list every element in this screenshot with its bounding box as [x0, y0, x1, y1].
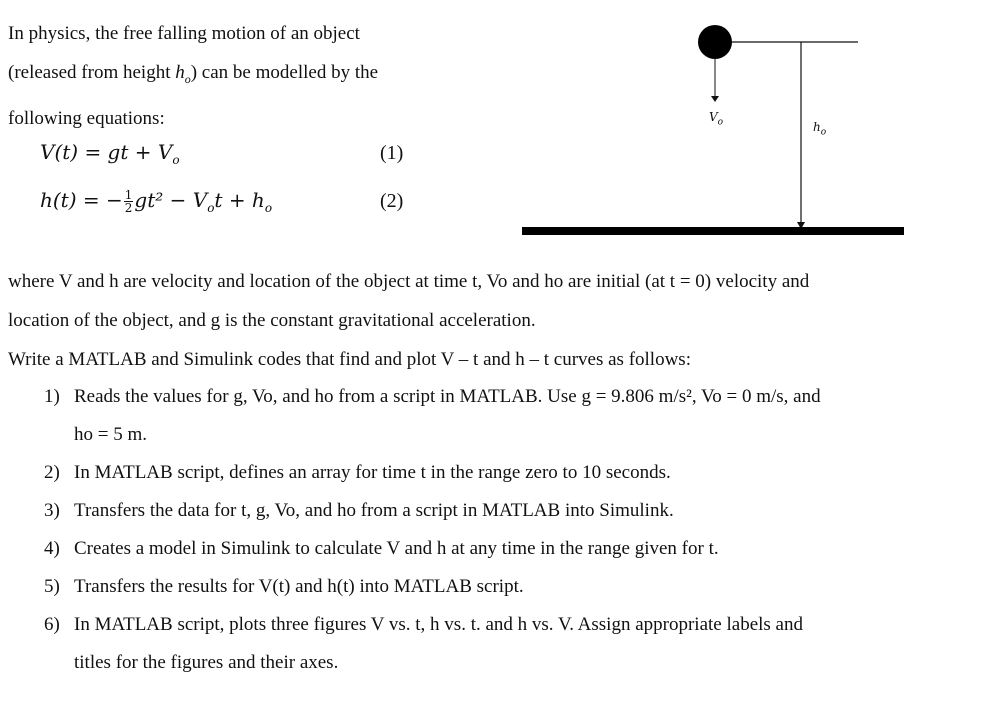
- list-item-text: Transfers the results for V(t) and h(t) into MATLAB script.: [74, 576, 524, 597]
- list-item-number: 1): [44, 386, 60, 407]
- list-item-number: 2): [44, 462, 60, 483]
- equation-1-number: (1): [380, 142, 404, 164]
- height-label: [813, 120, 826, 137]
- equation-2-middle-2: t + h: [214, 188, 265, 212]
- intro-line-2-start: (released from height: [8, 62, 176, 83]
- list-item-text: Transfers the data for t, g, Vo, and ho from a script in MATLAB into Simulink.: [74, 500, 674, 521]
- steps-list: [44, 378, 821, 682]
- list-item-continuation: ho = 5 m.: [74, 424, 147, 445]
- height-label-subscript: o: [820, 127, 827, 138]
- list-item: [44, 606, 821, 644]
- equation-2-number: (2): [380, 190, 404, 212]
- list-item: [44, 530, 821, 568]
- list-item-number: 3): [44, 500, 60, 521]
- velocity-label: [709, 110, 723, 127]
- list-item: [44, 378, 821, 416]
- intro-line-1: In physics, the free falling motion of an object: [8, 23, 360, 44]
- fraction-denominator: 2: [124, 201, 133, 215]
- list-item: [44, 454, 821, 492]
- intro-h-symbol: h: [175, 62, 185, 83]
- equation-1: [40, 140, 180, 167]
- intro-line-2: [8, 53, 378, 99]
- ground-bar: [522, 227, 904, 235]
- list-item-number: 4): [44, 538, 60, 559]
- free-fall-diagram: [510, 20, 910, 245]
- equation-2-subscript-1: o: [207, 201, 215, 215]
- task-heading: Write a MATLAB and Simulink codes that find and plot V – t and h – t curves as follows:: [8, 349, 691, 370]
- equation-2-lhs: h(t) = −: [40, 188, 123, 212]
- list-item-continuation: titles for the figures and their axes.: [74, 652, 339, 673]
- list-item-number: 5): [44, 576, 60, 597]
- velocity-label-subscript: o: [717, 117, 724, 128]
- height-label-symbol: h: [813, 120, 821, 134]
- equation-2-fraction: [124, 189, 134, 214]
- list-item: [44, 492, 821, 530]
- list-item-text: Reads the values for g, Vo, and ho from a script in MATLAB. Use g = 9.806 m/s², Vo = 0 m/s, and: [74, 386, 821, 407]
- velocity-label-symbol: V: [709, 110, 718, 124]
- list-item-text: In MATLAB script, plots three figures V vs. t, h vs. t. and h vs. V. Assign appropriate labels and: [74, 614, 803, 635]
- intro-h-subscript: o: [184, 71, 191, 86]
- list-item-number: 6): [44, 614, 60, 635]
- intro-line-2-end: ) can be modelled by the: [190, 62, 379, 83]
- equation-1-subscript: o: [172, 153, 180, 167]
- intro-paragraph: [8, 14, 378, 138]
- where-paragraph: [8, 262, 809, 340]
- velocity-arrow-head-icon: [711, 96, 719, 102]
- intro-line-3: following equations:: [8, 107, 165, 129]
- fraction-numerator: 1: [124, 188, 133, 202]
- list-item: [44, 568, 821, 606]
- falling-ball-icon: [698, 25, 732, 59]
- list-item-text: Creates a model in Simulink to calculate V and h at any time in the range given for t.: [74, 538, 719, 559]
- equation-2: [40, 188, 272, 215]
- list-item-text: In MATLAB script, defines an array for time t in the range zero to 10 seconds.: [74, 462, 671, 483]
- where-line-2: location of the object, and g is the constant gravitational acceleration.: [8, 310, 536, 331]
- equation-2-middle: gt² − V: [134, 188, 208, 212]
- where-line-1: where V and h are velocity and location of the object at time t, Vo and ho are initial (at t = 0) velocity and: [8, 271, 810, 292]
- equation-2-subscript-2: o: [264, 201, 273, 215]
- equation-1-expression: V(t) = gt + V: [40, 140, 173, 164]
